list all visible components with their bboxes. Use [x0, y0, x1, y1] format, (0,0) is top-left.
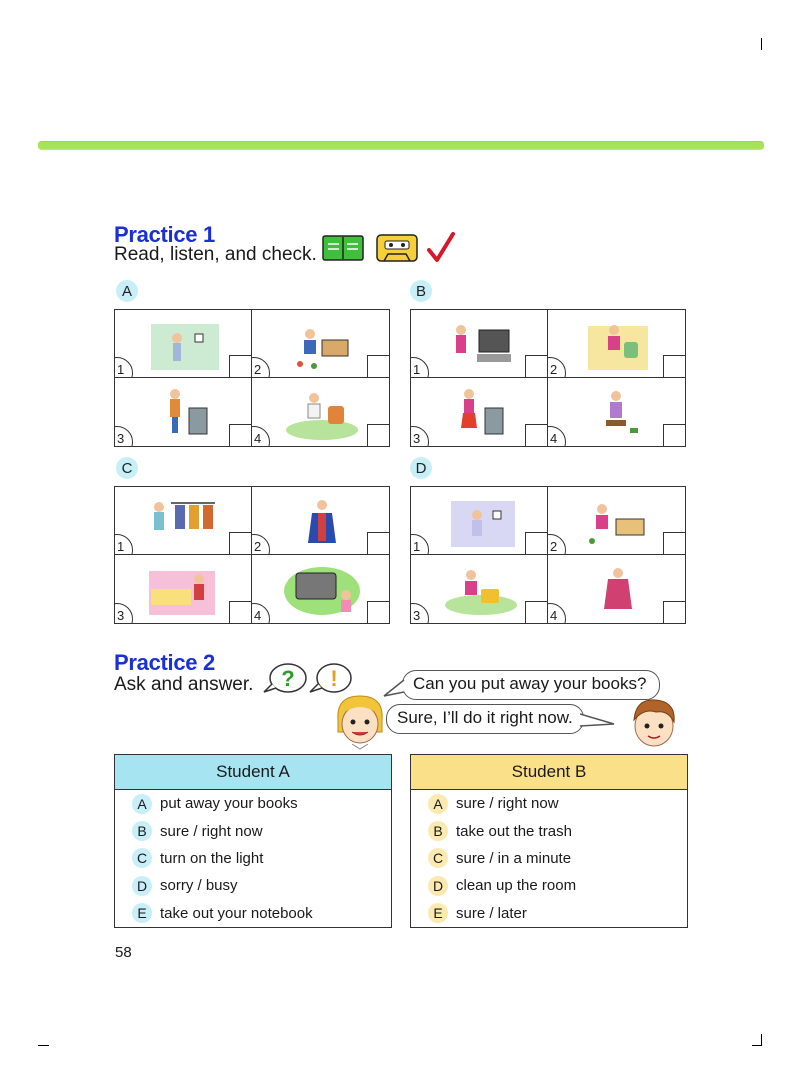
cassette-icon: [376, 234, 418, 262]
check-box[interactable]: [663, 601, 685, 623]
exclamation-bubble-icon: [306, 662, 352, 696]
picture-number: 4: [548, 601, 565, 623]
boy-toys-picture: [282, 316, 362, 372]
picture-cell: [411, 487, 548, 555]
boy-trash-picture: [145, 384, 225, 440]
row-letter: B: [132, 821, 152, 841]
table-row: [411, 790, 687, 817]
check-box[interactable]: [229, 601, 251, 623]
girl-tablet-picture: [282, 561, 362, 617]
check-box[interactable]: [525, 355, 547, 377]
practice2-instruction: Ask and answer.: [114, 674, 254, 695]
table-row: [411, 900, 687, 927]
picture-number: 1: [411, 355, 428, 377]
check-box[interactable]: [229, 532, 251, 554]
table-row: [115, 872, 391, 899]
speech-bubble-answer: Sure, I’ll do it right now.: [386, 704, 584, 734]
picture-cell: [548, 487, 685, 555]
girl-coat-picture: [578, 561, 658, 617]
picture-grid-a: [114, 309, 390, 447]
check-box[interactable]: [367, 601, 389, 623]
girl-toys-picture: [578, 493, 658, 549]
girl-light-picture: [441, 493, 521, 549]
set-c-badge: C: [116, 457, 138, 479]
row-letter: E: [428, 903, 448, 923]
row-text: clean up the room: [456, 877, 577, 895]
picture-number: 1: [411, 532, 428, 554]
picture-number: 2: [548, 532, 565, 554]
girl-avatar: [332, 692, 388, 750]
boy-backpack-picture: [282, 384, 362, 440]
picture-number: 4: [252, 424, 269, 446]
check-box[interactable]: [229, 424, 251, 446]
picture-cell: [411, 378, 548, 446]
table-row: [115, 790, 391, 817]
svg-text:?: ?: [281, 666, 295, 691]
speech-tail-answer: [580, 710, 616, 730]
question-bubble-icon: [262, 662, 308, 696]
row-text: take out the trash: [456, 822, 572, 840]
picture-number: 3: [411, 601, 428, 623]
crop-mark-bottom-left: [38, 1045, 49, 1046]
check-box[interactable]: [525, 532, 547, 554]
boy-avatar: [626, 694, 682, 752]
set-b-badge: B: [410, 280, 432, 302]
picture-cell: [548, 378, 685, 446]
row-letter: B: [428, 821, 448, 841]
row-letter: C: [428, 848, 448, 868]
check-box[interactable]: [367, 355, 389, 377]
row-text: turn on the light: [160, 849, 264, 867]
picture-cell: [411, 555, 548, 623]
picture-cell: [115, 487, 252, 555]
picture-number: 3: [115, 601, 132, 623]
student-a-title: Student A: [115, 755, 391, 790]
table-row: [115, 900, 391, 927]
row-letter: D: [428, 876, 448, 896]
row-letter: D: [132, 876, 152, 896]
check-box[interactable]: [525, 424, 547, 446]
picture-cell: [115, 310, 252, 378]
picture-number: 1: [115, 355, 132, 377]
girl-bag-picture: [441, 561, 521, 617]
row-letter: C: [132, 848, 152, 868]
page-number: 58: [115, 944, 132, 961]
picture-grid-d: [410, 486, 686, 624]
row-text: sure / right now: [456, 795, 559, 813]
svg-text:!: !: [330, 666, 338, 691]
boy-light-picture: [145, 316, 225, 372]
practice1-title: Practice 1: [114, 222, 215, 247]
table-row: [411, 872, 687, 899]
row-text: take out your notebook: [160, 904, 313, 922]
girl-shoes-picture: [578, 384, 658, 440]
row-text: sure / in a minute: [456, 849, 572, 867]
row-text: sure / right now: [160, 822, 263, 840]
crop-mark-top-right: [761, 38, 762, 50]
picture-cell: [115, 378, 252, 446]
practice1-instruction: Read, listen, and check.: [114, 244, 317, 265]
girl-tv-picture: [441, 316, 521, 372]
checkmark-icon: [426, 232, 456, 264]
set-a-badge: A: [116, 280, 138, 302]
check-box[interactable]: [229, 355, 251, 377]
set-d-badge: D: [410, 457, 432, 479]
picture-number: 3: [115, 424, 132, 446]
crop-mark-bottom-right-h: [752, 1045, 762, 1046]
row-text: put away your books: [160, 795, 298, 813]
row-text: sure / later: [456, 904, 527, 922]
picture-number: 4: [548, 424, 565, 446]
picture-number: 2: [548, 355, 565, 377]
boy-bed-picture: [145, 561, 225, 617]
picture-grid-b: [410, 309, 686, 447]
table-row: [115, 817, 391, 844]
check-box[interactable]: [663, 424, 685, 446]
boy-jacket-picture: [282, 493, 362, 549]
student-a-table: [114, 754, 392, 928]
picture-cell: [252, 555, 389, 623]
practice2-title: Practice 2: [114, 650, 215, 675]
picture-cell: [252, 378, 389, 446]
picture-number: 4: [252, 601, 269, 623]
picture-cell: [252, 310, 389, 378]
check-box[interactable]: [367, 424, 389, 446]
picture-cell: [252, 487, 389, 555]
picture-cell: [411, 310, 548, 378]
row-letter: A: [428, 794, 448, 814]
picture-cell: [115, 555, 252, 623]
girl-trash-picture: [441, 384, 521, 440]
row-letter: E: [132, 903, 152, 923]
speech-bubble-question: Can you put away your books?: [402, 670, 660, 700]
check-box[interactable]: [663, 532, 685, 554]
picture-cell: [548, 310, 685, 378]
table-row: [115, 845, 391, 872]
row-text: sorry / busy: [160, 877, 238, 895]
header-rule: [38, 142, 764, 149]
boy-clothes-rack-picture: [145, 493, 225, 549]
girl-backpack-picture: [578, 316, 658, 372]
picture-number: 3: [411, 424, 428, 446]
student-b-title: Student B: [411, 755, 687, 790]
picture-number: 1: [115, 532, 132, 554]
check-box[interactable]: [663, 355, 685, 377]
check-box[interactable]: [525, 601, 547, 623]
picture-grid-c: [114, 486, 390, 624]
student-b-table: [410, 754, 688, 928]
picture-number: 2: [252, 355, 269, 377]
speech-tail-question: [382, 676, 406, 698]
check-box[interactable]: [367, 532, 389, 554]
row-letter: A: [132, 794, 152, 814]
picture-cell: [548, 555, 685, 623]
book-icon: [322, 234, 364, 262]
picture-number: 2: [252, 532, 269, 554]
table-row: [411, 817, 687, 844]
table-row: [411, 845, 687, 872]
